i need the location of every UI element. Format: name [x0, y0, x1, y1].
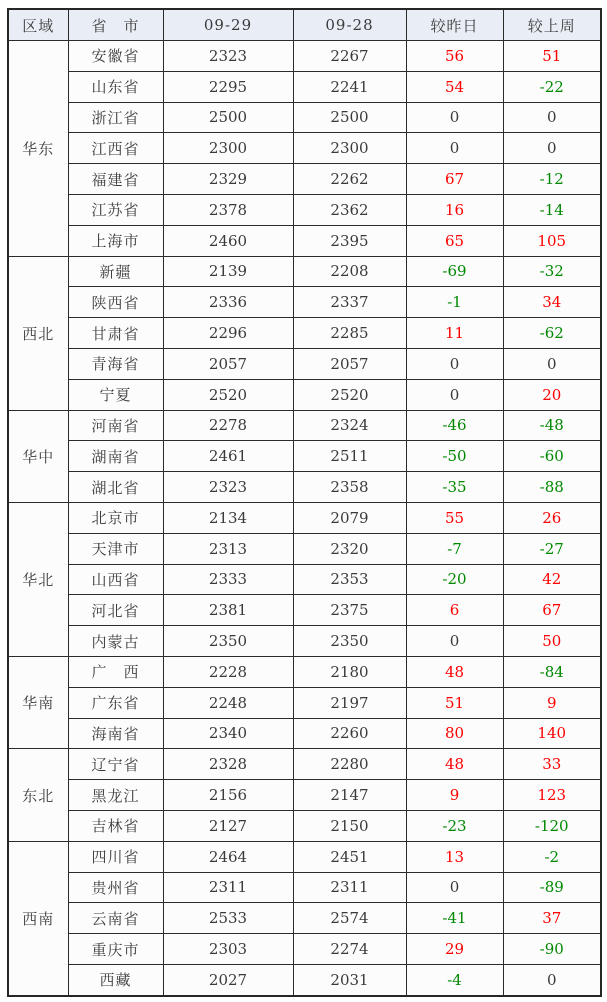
col-header-vs-yesterday: 较昨日: [406, 9, 503, 41]
change-vs-lastweek-cell: 37: [503, 903, 601, 934]
table-row: [8, 595, 601, 626]
change-vs-lastweek-cell: 0: [503, 102, 601, 133]
province-cell: 陕西省: [68, 287, 163, 318]
table-row: [8, 472, 601, 503]
change-vs-lastweek-cell: 0: [503, 348, 601, 379]
table-row: [8, 287, 601, 318]
change-vs-yesterday-cell: 9: [406, 780, 503, 811]
table-row: [8, 256, 601, 287]
price-0928-cell: 2208: [293, 256, 406, 287]
province-cell: 江西省: [68, 133, 163, 164]
change-vs-lastweek-cell: -22: [503, 71, 601, 102]
change-vs-yesterday-cell: 0: [406, 133, 503, 164]
table-row: [8, 194, 601, 225]
province-cell: 浙江省: [68, 102, 163, 133]
region-cell: 东北: [8, 749, 68, 841]
change-vs-lastweek-cell: 51: [503, 41, 601, 72]
province-cell: 山东省: [68, 71, 163, 102]
price-0929-cell: 2381: [163, 595, 293, 626]
price-0929-cell: 2300: [163, 133, 293, 164]
price-0929-cell: 2350: [163, 626, 293, 657]
table-row: [8, 626, 601, 657]
price-0928-cell: 2147: [293, 780, 406, 811]
change-vs-yesterday-cell: 0: [406, 348, 503, 379]
change-vs-lastweek-cell: -84: [503, 656, 601, 687]
change-vs-lastweek-cell: 67: [503, 595, 601, 626]
price-0929-cell: 2311: [163, 872, 293, 903]
change-vs-lastweek-cell: 33: [503, 749, 601, 780]
change-vs-lastweek-cell: -89: [503, 872, 601, 903]
price-0928-cell: 2500: [293, 102, 406, 133]
table-row: [8, 164, 601, 195]
change-vs-yesterday-cell: -1: [406, 287, 503, 318]
col-header-date-0928: 09-28: [293, 9, 406, 41]
price-0928-cell: 2311: [293, 872, 406, 903]
price-0929-cell: 2323: [163, 472, 293, 503]
col-header-province: 省 市: [68, 9, 163, 41]
table-row: [8, 934, 601, 965]
table-row: [8, 41, 601, 72]
price-0929-cell: 2464: [163, 841, 293, 872]
change-vs-yesterday-cell: 6: [406, 595, 503, 626]
price-0928-cell: 2395: [293, 225, 406, 256]
table-row: [8, 533, 601, 564]
province-cell: 甘肃省: [68, 318, 163, 349]
province-cell: 安徽省: [68, 41, 163, 72]
change-vs-yesterday-cell: 54: [406, 71, 503, 102]
province-cell: 海南省: [68, 718, 163, 749]
regional-price-table: [7, 8, 602, 997]
price-0928-cell: 2353: [293, 564, 406, 595]
price-0929-cell: 2139: [163, 256, 293, 287]
header-row: [8, 9, 601, 41]
price-0928-cell: 2262: [293, 164, 406, 195]
price-0928-cell: 2362: [293, 194, 406, 225]
table-row: [8, 502, 601, 533]
province-cell: 福建省: [68, 164, 163, 195]
change-vs-yesterday-cell: 16: [406, 194, 503, 225]
region-cell: 西北: [8, 256, 68, 410]
table-row: [8, 441, 601, 472]
price-0929-cell: 2328: [163, 749, 293, 780]
change-vs-yesterday-cell: 55: [406, 502, 503, 533]
table-row: [8, 656, 601, 687]
price-0928-cell: 2057: [293, 348, 406, 379]
change-vs-lastweek-cell: 34: [503, 287, 601, 318]
province-cell: 西藏: [68, 964, 163, 995]
change-vs-lastweek-cell: -62: [503, 318, 601, 349]
price-0929-cell: 2461: [163, 441, 293, 472]
price-0928-cell: 2324: [293, 410, 406, 441]
change-vs-yesterday-cell: -41: [406, 903, 503, 934]
price-0929-cell: 2500: [163, 102, 293, 133]
price-0928-cell: 2260: [293, 718, 406, 749]
price-0929-cell: 2460: [163, 225, 293, 256]
change-vs-lastweek-cell: 20: [503, 379, 601, 410]
region-cell: 华东: [8, 41, 68, 257]
province-cell: 北京市: [68, 502, 163, 533]
price-0929-cell: 2336: [163, 287, 293, 318]
table-body: [8, 41, 601, 996]
price-0928-cell: 2337: [293, 287, 406, 318]
province-cell: 湖北省: [68, 472, 163, 503]
price-0929-cell: 2329: [163, 164, 293, 195]
price-0928-cell: 2150: [293, 810, 406, 841]
region-cell: 西南: [8, 841, 68, 995]
price-0928-cell: 2274: [293, 934, 406, 965]
price-0929-cell: 2533: [163, 903, 293, 934]
table-row: [8, 964, 601, 995]
table-row: [8, 903, 601, 934]
region-cell: 华北: [8, 502, 68, 656]
col-header-vs-lastweek: 较上周: [503, 9, 601, 41]
province-cell: 新疆: [68, 256, 163, 287]
change-vs-lastweek-cell: 50: [503, 626, 601, 657]
change-vs-yesterday-cell: 56: [406, 41, 503, 72]
price-0929-cell: 2313: [163, 533, 293, 564]
col-header-region: 区域: [8, 9, 68, 41]
change-vs-yesterday-cell: 67: [406, 164, 503, 195]
province-cell: 云南省: [68, 903, 163, 934]
table-row: [8, 102, 601, 133]
province-cell: 黑龙江: [68, 780, 163, 811]
price-0928-cell: 2267: [293, 41, 406, 72]
change-vs-yesterday-cell: -4: [406, 964, 503, 995]
change-vs-lastweek-cell: -32: [503, 256, 601, 287]
table-row: [8, 71, 601, 102]
change-vs-lastweek-cell: -60: [503, 441, 601, 472]
change-vs-lastweek-cell: -120: [503, 810, 601, 841]
table-row: [8, 780, 601, 811]
change-vs-lastweek-cell: -27: [503, 533, 601, 564]
price-0928-cell: 2241: [293, 71, 406, 102]
change-vs-lastweek-cell: 105: [503, 225, 601, 256]
province-cell: 吉林省: [68, 810, 163, 841]
price-0929-cell: 2127: [163, 810, 293, 841]
province-cell: 天津市: [68, 533, 163, 564]
price-0928-cell: 2079: [293, 502, 406, 533]
province-cell: 四川省: [68, 841, 163, 872]
change-vs-yesterday-cell: 65: [406, 225, 503, 256]
change-vs-lastweek-cell: 42: [503, 564, 601, 595]
price-0928-cell: 2300: [293, 133, 406, 164]
table-row: [8, 379, 601, 410]
price-0929-cell: 2134: [163, 502, 293, 533]
price-0928-cell: 2511: [293, 441, 406, 472]
province-cell: 河南省: [68, 410, 163, 441]
province-cell: 重庆市: [68, 934, 163, 965]
price-0929-cell: 2295: [163, 71, 293, 102]
change-vs-yesterday-cell: 48: [406, 749, 503, 780]
change-vs-lastweek-cell: -12: [503, 164, 601, 195]
table-row: [8, 564, 601, 595]
table-row: [8, 872, 601, 903]
price-0929-cell: 2278: [163, 410, 293, 441]
province-cell: 上海市: [68, 225, 163, 256]
province-cell: 贵州省: [68, 872, 163, 903]
price-0929-cell: 2378: [163, 194, 293, 225]
price-0928-cell: 2031: [293, 964, 406, 995]
change-vs-yesterday-cell: 48: [406, 656, 503, 687]
table-row: [8, 410, 601, 441]
province-cell: 河北省: [68, 595, 163, 626]
change-vs-lastweek-cell: 9: [503, 687, 601, 718]
table-row: [8, 348, 601, 379]
province-cell: 广东省: [68, 687, 163, 718]
region-cell: 华中: [8, 410, 68, 502]
change-vs-lastweek-cell: -90: [503, 934, 601, 965]
table-row: [8, 718, 601, 749]
price-0929-cell: 2520: [163, 379, 293, 410]
price-0929-cell: 2156: [163, 780, 293, 811]
table-row: [8, 133, 601, 164]
change-vs-lastweek-cell: -2: [503, 841, 601, 872]
change-vs-yesterday-cell: -50: [406, 441, 503, 472]
region-cell: 华南: [8, 656, 68, 748]
price-0929-cell: 2027: [163, 964, 293, 995]
price-0928-cell: 2451: [293, 841, 406, 872]
change-vs-lastweek-cell: 26: [503, 502, 601, 533]
price-0929-cell: 2228: [163, 656, 293, 687]
table-row: [8, 749, 601, 780]
change-vs-lastweek-cell: -48: [503, 410, 601, 441]
table-row: [8, 810, 601, 841]
price-0929-cell: 2057: [163, 348, 293, 379]
col-header-date-0929: 09-29: [163, 9, 293, 41]
change-vs-yesterday-cell: 0: [406, 102, 503, 133]
price-0928-cell: 2197: [293, 687, 406, 718]
change-vs-yesterday-cell: 0: [406, 626, 503, 657]
price-0929-cell: 2248: [163, 687, 293, 718]
price-0928-cell: 2574: [293, 903, 406, 934]
change-vs-yesterday-cell: -7: [406, 533, 503, 564]
change-vs-yesterday-cell: -69: [406, 256, 503, 287]
price-0929-cell: 2303: [163, 934, 293, 965]
price-0929-cell: 2296: [163, 318, 293, 349]
province-cell: 青海省: [68, 348, 163, 379]
change-vs-yesterday-cell: 29: [406, 934, 503, 965]
province-cell: 辽宁省: [68, 749, 163, 780]
change-vs-lastweek-cell: -88: [503, 472, 601, 503]
price-0929-cell: 2333: [163, 564, 293, 595]
province-cell: 宁夏: [68, 379, 163, 410]
change-vs-yesterday-cell: -35: [406, 472, 503, 503]
price-0928-cell: 2375: [293, 595, 406, 626]
change-vs-lastweek-cell: 0: [503, 964, 601, 995]
province-cell: 江苏省: [68, 194, 163, 225]
change-vs-yesterday-cell: -46: [406, 410, 503, 441]
price-0928-cell: 2180: [293, 656, 406, 687]
price-0929-cell: 2340: [163, 718, 293, 749]
price-0928-cell: 2350: [293, 626, 406, 657]
table-row: [8, 841, 601, 872]
province-cell: 湖南省: [68, 441, 163, 472]
price-0928-cell: 2280: [293, 749, 406, 780]
price-0928-cell: 2285: [293, 318, 406, 349]
price-0928-cell: 2358: [293, 472, 406, 503]
price-0929-cell: 2323: [163, 41, 293, 72]
table-row: [8, 225, 601, 256]
table-row: [8, 318, 601, 349]
change-vs-yesterday-cell: 80: [406, 718, 503, 749]
table-row: [8, 687, 601, 718]
price-0928-cell: 2320: [293, 533, 406, 564]
change-vs-yesterday-cell: -23: [406, 810, 503, 841]
change-vs-lastweek-cell: -14: [503, 194, 601, 225]
change-vs-yesterday-cell: 11: [406, 318, 503, 349]
province-cell: 山西省: [68, 564, 163, 595]
change-vs-yesterday-cell: -20: [406, 564, 503, 595]
province-cell: 内蒙古: [68, 626, 163, 657]
change-vs-yesterday-cell: 0: [406, 872, 503, 903]
change-vs-lastweek-cell: 0: [503, 133, 601, 164]
change-vs-yesterday-cell: 13: [406, 841, 503, 872]
change-vs-lastweek-cell: 140: [503, 718, 601, 749]
province-cell: 广 西: [68, 656, 163, 687]
price-0928-cell: 2520: [293, 379, 406, 410]
change-vs-lastweek-cell: 123: [503, 780, 601, 811]
change-vs-yesterday-cell: 51: [406, 687, 503, 718]
change-vs-yesterday-cell: 0: [406, 379, 503, 410]
